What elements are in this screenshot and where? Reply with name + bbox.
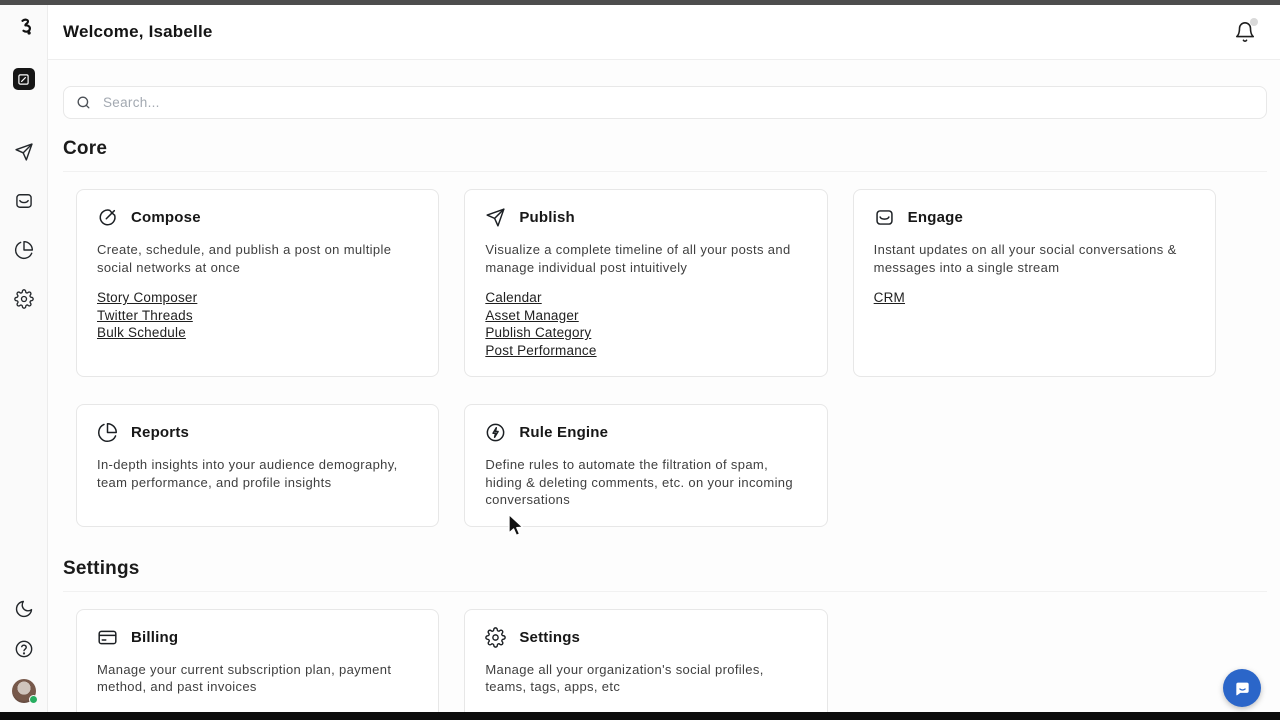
help-button[interactable] [14,639,34,659]
chat-launcher-button[interactable] [1223,669,1261,707]
link-twitter-threads[interactable]: Twitter Threads [97,307,193,323]
sidebar [0,5,48,712]
card-title: Billing [131,628,179,646]
settings-cards-grid [76,609,1216,720]
credit-card-icon [97,627,118,648]
card-description: In-depth insights into your audience demography, team performance, and profile insights [97,457,398,490]
card-title: Engage [907,209,964,226]
card-rule-engine[interactable] [464,404,827,527]
card-reports[interactable] [76,404,439,527]
edit-circle-icon [97,207,118,228]
chat-bubble-icon [1233,679,1252,698]
zap-circle-icon [485,422,506,443]
notifications-button[interactable] [1234,21,1256,43]
card-engage[interactable] [853,189,1216,377]
card-description: Manage your current subscription plan, payment method, and past invoices [97,661,392,694]
card-description: Manage all your organization's social profiles, teams, tags, apps, etc [485,661,764,694]
sidebar-item-settings[interactable] [14,289,34,309]
core-cards-grid [76,189,1216,527]
card-description: Instant updates on all your social conversations & messages into a single stream [873,242,1177,275]
card-publish[interactable] [464,189,827,377]
card-description: Create, schedule, and publish a post on multiple social networks at once [97,242,392,275]
card-title: Reports [131,424,190,441]
card-billing[interactable] [76,609,439,720]
link-calendar[interactable]: Calendar [485,290,542,305]
search-bar[interactable] [63,86,1267,119]
brand-squiggle-icon[interactable] [9,14,39,48]
card-description: Define rules to automate the filtration of spam, hiding & deleting comments, etc. on your incoming conversations [485,457,793,507]
section-heading-core: Core [63,138,108,159]
main-content [48,60,1280,720]
pie-chart-icon [14,240,34,260]
paper-plane-icon [14,142,34,162]
sidebar-item-engage[interactable] [14,191,34,211]
card-settings[interactable] [464,609,827,720]
link-story-composer[interactable]: Story Composer [97,290,198,305]
link-post-performance[interactable]: Post Performance [485,342,597,358]
gear-icon [14,289,34,309]
section-heading-settings: Settings [63,557,140,579]
avatar[interactable] [12,679,36,703]
bottom-window-bar [0,712,1280,720]
sidebar-item-reports[interactable] [14,240,34,260]
card-title: Publish [519,209,575,226]
paper-plane-icon [485,207,506,228]
sidebar-item-compose[interactable] [13,68,35,90]
gear-icon [485,627,506,648]
link-asset-manager[interactable]: Asset Manager [485,307,579,323]
search-input[interactable] [103,95,1254,110]
sidebar-item-publish[interactable] [14,142,34,162]
online-status-dot [29,695,38,704]
question-circle-icon [14,639,34,659]
card-description: Visualize a complete timeline of all your posts and manage individual post intuitively [485,242,791,275]
divider [63,171,1267,172]
inbox-icon [874,207,895,228]
card-title: Settings [519,628,581,646]
notification-badge [1250,18,1258,26]
dark-mode-toggle[interactable] [14,599,34,619]
compose-note-icon [17,73,30,86]
page-header [48,5,1280,60]
link-publish-category[interactable]: Publish Category [485,325,592,340]
moon-icon [14,599,34,619]
inbox-icon [14,191,34,211]
page-title: Welcome, Isabelle [63,22,213,41]
link-bulk-schedule[interactable]: Bulk Schedule [97,325,186,340]
card-title: Rule Engine [519,424,609,441]
pie-chart-icon [97,422,118,443]
divider [63,591,1267,592]
card-compose[interactable] [76,189,439,377]
card-title: Compose [131,209,201,226]
search-icon [76,95,91,110]
link-crm[interactable]: CRM [873,290,906,305]
